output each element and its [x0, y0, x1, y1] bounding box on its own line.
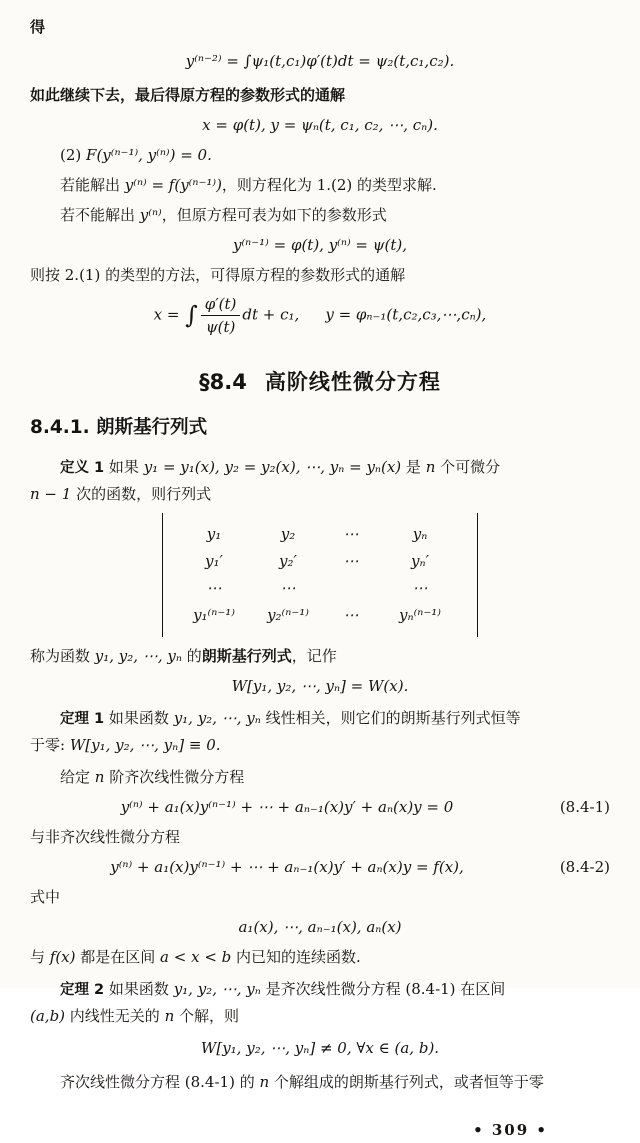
fraction-numerator: φ′(t): [201, 294, 241, 316]
theorem-2-label: 定理 2: [60, 982, 105, 998]
determinant-cell: [325, 575, 377, 602]
equation-8-4-2: [30, 854, 610, 880]
determinant-cell: ⋯: [206, 579, 222, 597]
equation-label-8-4-2: (8.4-2): [559, 858, 610, 876]
determinant-body: [162, 513, 478, 637]
determinant-cell: ⋯: [343, 552, 359, 570]
fraction: [201, 294, 241, 337]
determinant-cell: ⋯: [280, 579, 296, 597]
para-nonhomogeneous: 与非齐次线性微分方程: [30, 828, 181, 846]
formula-wronskian-nonzero: W[y₁, y₂, ⋯, yₙ] ≠ 0, ∀x ∈ (a, b).: [200, 1039, 440, 1057]
wronskian-term: 朗斯基行列式: [201, 647, 292, 665]
case-2-formula: F(y⁽ⁿ⁻¹⁾, y⁽ⁿ⁾) = 0.: [86, 146, 212, 164]
definition-1-paragraph: 定义 1 如果 y₁ = y₁(x), y₂ = y₂(x), ⋯, yₙ = yₙ(x) 是 n 个可微分: [60, 458, 501, 476]
definition-1-label: 定义 1: [60, 460, 105, 476]
para-called-wronskian: 称为函数 y₁, y₂, ⋯, yₙ 的朗斯基行列式，记作: [30, 647, 337, 665]
para-if-solvable: 若能解出 y⁽ⁿ⁾ = f(y⁽ⁿ⁻¹⁾)，则方程化为 1.(2) 的类型求解.: [60, 176, 437, 194]
determinant-cell: y₁⁽ⁿ⁻¹⁾: [193, 606, 235, 624]
determinant-cell: ⋯: [343, 525, 359, 543]
para-continue: 如此继续下去，最后得原方程的参数形式的通解: [30, 86, 346, 104]
section-number: §8.4: [199, 370, 247, 394]
determinant-cell: ⋯: [412, 579, 428, 597]
fraction-denominator: ψ(t): [205, 318, 236, 336]
determinant-cell: ⋯: [343, 606, 359, 624]
para-continuous-functions: 与 f(x) 都是在区间 a < x < b 内已知的连续函数.: [30, 948, 361, 966]
section-title: 高阶线性微分方程: [264, 370, 441, 394]
equation-8-4-1: [30, 794, 610, 820]
equation-8-4-1-formula: y⁽ⁿ⁾ + a₁(x)y⁽ⁿ⁻¹⁾ + ⋯ + aₙ₋₁(x)y′ + aₙ(x)y = 0: [120, 798, 454, 816]
determinant-cell: y₂: [280, 525, 296, 543]
formula-parametric-form: y⁽ⁿ⁻¹⁾ = φ(t), y⁽ⁿ⁾ = ψ(t),: [232, 236, 408, 254]
equation-label-8-4-1: (8.4-1): [559, 798, 610, 816]
equation-8-4-2-formula: y⁽ⁿ⁾ + a₁(x)y⁽ⁿ⁻¹⁾ + ⋯ + aₙ₋₁(x)y′ + aₙ(x)y = f(x),: [110, 858, 464, 876]
page-number: • 309 •: [473, 1121, 548, 1139]
determinant-grid: [177, 521, 463, 629]
determinant-cell: yₙ: [412, 525, 428, 543]
theorem-1-paragraph: 定理 1 如果函数 y₁, y₂, ⋯, yₙ 线性相关，则它们的朗斯基行列式恒等: [60, 709, 521, 727]
theorem-1-label: 定理 1: [60, 711, 105, 727]
determinant-cell: yₙ′: [411, 552, 429, 570]
wronskian-determinant: [30, 513, 610, 637]
formula-parametric-general-solution: x = φ(t), y = ψₙ(t, c₁, c₂, ⋯, cₙ).: [202, 116, 438, 134]
case-2-line: [30, 142, 610, 168]
formula-y-n-minus-2: [30, 48, 610, 74]
para-if-not-solvable: 若不能解出 y⁽ⁿ⁾，但原方程可表为如下的参数形式: [60, 206, 387, 224]
determinant-cell: y₁: [206, 525, 222, 543]
determinant-cell: yₙ⁽ⁿ⁻¹⁾: [399, 606, 441, 624]
lead-word: 得: [30, 18, 46, 36]
determinant-cell: y₂⁽ⁿ⁻¹⁾: [267, 606, 309, 624]
section-heading: [30, 367, 610, 397]
formula-wronskian-notation: W[y₁, y₂, ⋯, yₙ] = W(x).: [231, 677, 409, 695]
definition-1-continuation: n − 1 次的函数，则行列式: [30, 485, 212, 503]
theorem-1-continuation: 于零: W[y₁, y₂, ⋯, yₙ] ≡ 0.: [30, 736, 221, 754]
para-given-homogeneous: 给定 n 阶齐次线性微分方程: [60, 768, 245, 786]
formula-integral-solution: x = ∫ $\frac{\varphi'(t)}{\psi(t)}$ dt + c₁, y = φₙ₋₁(t,c₂,c₃,⋯,cₙ),: [153, 295, 487, 336]
formula-text: y⁽ⁿ⁻²⁾ = ∫ψ₁(t,c₁)φ′(t)dt = ψ₂(t,c₁,c₂).: [185, 52, 455, 70]
determinant-cell: y₁′: [205, 552, 223, 570]
case-2-label: (2): [60, 146, 82, 164]
formula-coefficients: a₁(x), ⋯, aₙ₋₁(x), aₙ(x): [238, 918, 402, 936]
theorem-2-continuation: (a,b) 内线性无关的 n 个解，则: [30, 1007, 240, 1025]
determinant-cell: y₂′: [279, 552, 297, 570]
para-final: 齐次线性微分方程 (8.4-1) 的 n 个解组成的朗斯基行列式，或者恒等于零: [60, 1073, 544, 1091]
integral-sign: ∫: [185, 300, 198, 329]
theorem-2-paragraph: 定理 2 如果函数 y₁, y₂, ⋯, yₙ 是齐次线性微分方程 (8.4-1) 在区间: [60, 980, 506, 998]
para-where: 式中: [30, 888, 61, 906]
para-by-type: 则按 2.(1) 的类型的方法，可得原方程的参数形式的通解: [30, 266, 406, 284]
subsection-heading: 8.4.1. 朗斯基行列式: [30, 417, 208, 438]
